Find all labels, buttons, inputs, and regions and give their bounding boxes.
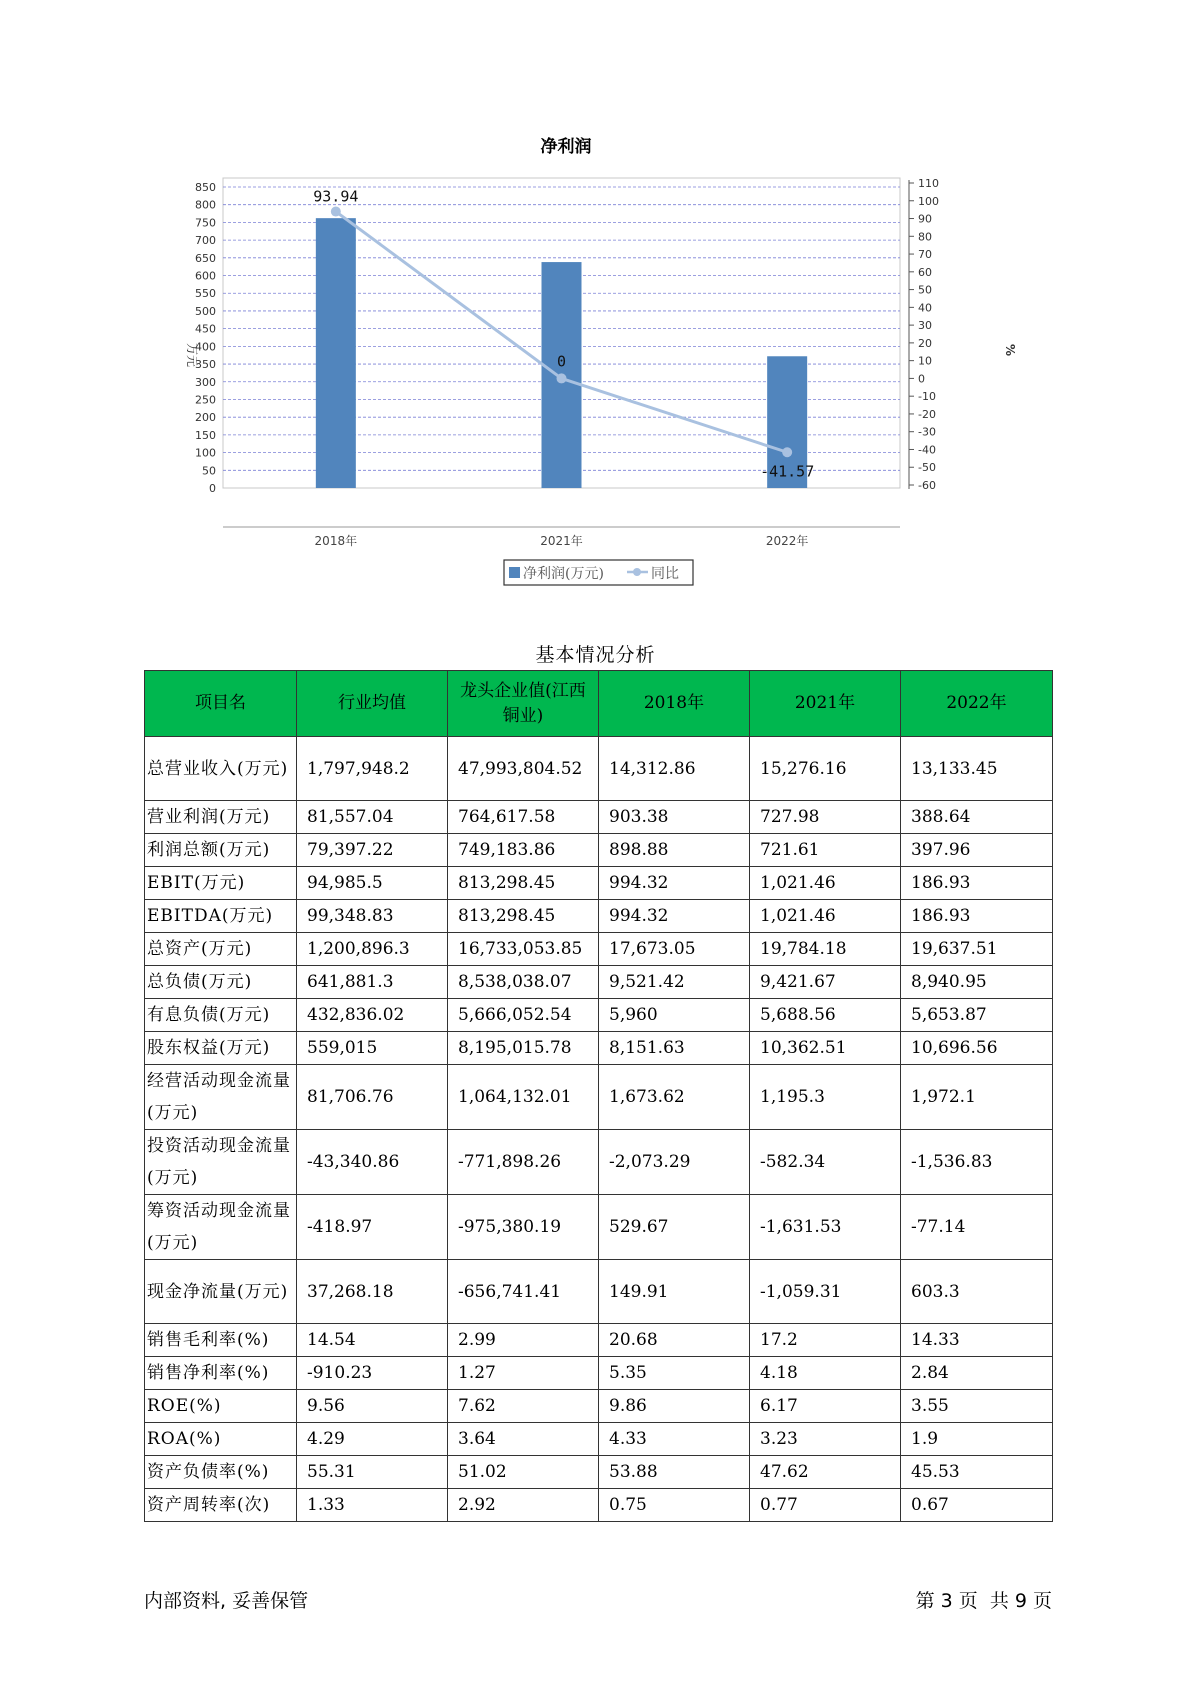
- table-cell: 529.67: [599, 1195, 750, 1260]
- table-cell: 1,021.46: [750, 867, 901, 900]
- table-row: [145, 1195, 1053, 1260]
- y-tick-label: 550: [195, 287, 216, 301]
- table-cell: 186.93: [901, 900, 1053, 933]
- table-cell: 749,183.86: [448, 834, 599, 867]
- table-cell: 5,653.87: [901, 999, 1053, 1032]
- table-row: [145, 966, 1053, 999]
- table-cell: 8,195,015.78: [448, 1032, 599, 1065]
- table-cell: -43,340.86: [297, 1130, 448, 1195]
- table-cell: 9,421.67: [750, 966, 901, 999]
- row-label: 资产周转率(次): [145, 1489, 297, 1522]
- table-cell: 6.17: [750, 1390, 901, 1423]
- row-label: 经营活动现金流量(万元): [145, 1065, 297, 1130]
- point-yoy: [782, 447, 792, 457]
- table-cell: 10,696.56: [901, 1032, 1053, 1065]
- table-cell: 397.96: [901, 834, 1053, 867]
- table-row: [145, 1390, 1053, 1423]
- table-cell: 9,521.42: [599, 966, 750, 999]
- table-cell: -77.14: [901, 1195, 1053, 1260]
- y-tick-label: 50: [202, 464, 216, 478]
- y2-tick-label: 100: [918, 194, 939, 208]
- x-tick-label: 2021年: [540, 534, 583, 548]
- table-cell: 0.75: [599, 1489, 750, 1522]
- y2-tick-label: 70: [918, 248, 932, 262]
- y-tick-label: 650: [195, 251, 216, 265]
- y2-tick-label: 40: [918, 301, 932, 315]
- table-cell: 94,985.5: [297, 867, 448, 900]
- table-cell: 721.61: [750, 834, 901, 867]
- table-cell: 1.9: [901, 1423, 1053, 1456]
- y2-tick-label: -60: [918, 479, 936, 492]
- y-tick-label: 100: [195, 446, 216, 460]
- table-cell: 641,881.3: [297, 966, 448, 999]
- table-cell: 81,706.76: [297, 1065, 448, 1130]
- table-cell: 14.33: [901, 1324, 1053, 1357]
- table-cell: 14.54: [297, 1324, 448, 1357]
- row-label: 总营业收入(万元): [145, 737, 297, 801]
- table-cell: 5,688.56: [750, 999, 901, 1032]
- table-cell: 1.33: [297, 1489, 448, 1522]
- table-cell: 99,348.83: [297, 900, 448, 933]
- table-cell: 603.3: [901, 1260, 1053, 1324]
- y2-tick-label: -50: [918, 461, 936, 475]
- table-cell: 8,151.63: [599, 1032, 750, 1065]
- header-item-name: 项目名: [145, 671, 297, 737]
- table-cell: 2.99: [448, 1324, 599, 1357]
- table-cell: 20.68: [599, 1324, 750, 1357]
- header-leading-company: 龙头企业值(江西铜业): [448, 671, 599, 737]
- table-cell: -771,898.26: [448, 1130, 599, 1195]
- basic-analysis-table: [144, 670, 1053, 1522]
- row-label: 投资活动现金流量(万元): [145, 1130, 297, 1195]
- table-row: [145, 1324, 1053, 1357]
- y-tick-label: 300: [195, 375, 216, 389]
- table-cell: 2.92: [448, 1489, 599, 1522]
- table-cell: -1,059.31: [750, 1260, 901, 1324]
- table-cell: 8,538,038.07: [448, 966, 599, 999]
- table-cell: 9.56: [297, 1390, 448, 1423]
- point-yoy: [557, 373, 567, 383]
- row-label: 利润总额(万元): [145, 834, 297, 867]
- confidential-note: 内部资料, 妥善保管: [144, 1590, 309, 1612]
- table-cell: 17.2: [750, 1324, 901, 1357]
- table-cell: 55.31: [297, 1456, 448, 1489]
- table-cell: 81,557.04: [297, 801, 448, 834]
- row-label: 股东权益(万元): [145, 1032, 297, 1065]
- bar-net-profit: [316, 218, 356, 488]
- table-cell: 9.86: [599, 1390, 750, 1423]
- table-row: [145, 801, 1053, 834]
- y2-tick-label: -30: [918, 425, 936, 439]
- y-tick-label: 850: [195, 181, 216, 194]
- table-cell: 994.32: [599, 867, 750, 900]
- table-header-row: [145, 671, 1053, 737]
- table-cell: 3.64: [448, 1423, 599, 1456]
- chart-title: 净利润: [540, 137, 592, 157]
- row-label: EBIT(万元): [145, 867, 297, 900]
- table-cell: 17,673.05: [599, 933, 750, 966]
- y-tick-label: 400: [195, 340, 216, 354]
- header-2018: 2018年: [599, 671, 750, 737]
- table-row: [145, 1489, 1053, 1522]
- table-cell: 764,617.58: [448, 801, 599, 834]
- table-cell: 2.84: [901, 1357, 1053, 1390]
- table-row: [145, 1423, 1053, 1456]
- table-cell: 0.67: [901, 1489, 1053, 1522]
- y-tick-label: 350: [195, 358, 216, 372]
- table-row: [145, 933, 1053, 966]
- row-label: 筹资活动现金流量(万元): [145, 1195, 297, 1260]
- table-cell: 4.18: [750, 1357, 901, 1390]
- y2-tick-label: 0: [918, 372, 925, 386]
- x-tick-label: 2018年: [314, 534, 358, 548]
- y2-tick-label: 30: [918, 319, 932, 333]
- row-label: 销售毛利率(%): [145, 1324, 297, 1357]
- table-cell: 432,836.02: [297, 999, 448, 1032]
- legend-label-yoy: 同比: [651, 566, 679, 582]
- table-row: [145, 834, 1053, 867]
- row-label: ROE(%): [145, 1390, 297, 1423]
- table-cell: 149.91: [599, 1260, 750, 1324]
- table-cell: 1,195.3: [750, 1065, 901, 1130]
- table-cell: 15,276.16: [750, 737, 901, 801]
- table-cell: 14,312.86: [599, 737, 750, 801]
- table-row: [145, 1260, 1053, 1324]
- y2-tick-label: -40: [918, 443, 936, 457]
- x-tick-label: 2022年: [765, 534, 809, 548]
- table-cell: -656,741.41: [448, 1260, 599, 1324]
- table-cell: 51.02: [448, 1456, 599, 1489]
- table-cell: 898.88: [599, 834, 750, 867]
- table-cell: 1.27: [448, 1357, 599, 1390]
- table-cell: 0.77: [750, 1489, 901, 1522]
- data-label-yoy: -41.57: [760, 462, 815, 481]
- table-cell: 813,298.45: [448, 900, 599, 933]
- table-cell: -582.34: [750, 1130, 901, 1195]
- table-cell: 79,397.22: [297, 834, 448, 867]
- y-tick-label: 600: [195, 269, 216, 283]
- page-number: 第 3 页 共 9 页: [915, 1590, 1052, 1612]
- table-row: [145, 1065, 1053, 1130]
- table-cell: 903.38: [599, 801, 750, 834]
- y-tick-label: 500: [195, 304, 216, 318]
- table-cell: 1,064,132.01: [448, 1065, 599, 1130]
- table-cell: 559,015: [297, 1032, 448, 1065]
- table-row: [145, 737, 1053, 801]
- y2-tick-label: 90: [918, 212, 932, 226]
- table-cell: 388.64: [901, 801, 1053, 834]
- y2-tick-label: 60: [918, 265, 932, 279]
- table-row: [145, 1130, 1053, 1195]
- y-tick-label: 450: [195, 322, 216, 336]
- table-cell: 727.98: [750, 801, 901, 834]
- table-row: [145, 1456, 1053, 1489]
- table-title: 基本情况分析: [535, 644, 656, 666]
- y2-tick-label: 80: [918, 230, 932, 244]
- net-profit-chart: [0, 0, 1191, 600]
- table-row: [145, 867, 1053, 900]
- table-cell: 3.23: [750, 1423, 901, 1456]
- table-cell: 4.29: [297, 1423, 448, 1456]
- y-tick-label: 700: [195, 234, 216, 248]
- y-tick-label: 800: [195, 198, 216, 212]
- y2-tick-label: 20: [918, 336, 932, 350]
- table-cell: 5,960: [599, 999, 750, 1032]
- table-cell: 1,200,896.3: [297, 933, 448, 966]
- table-cell: 1,673.62: [599, 1065, 750, 1130]
- table-cell: 994.32: [599, 900, 750, 933]
- table-cell: 4.33: [599, 1423, 750, 1456]
- table-cell: 53.88: [599, 1456, 750, 1489]
- row-label: ROA(%): [145, 1423, 297, 1456]
- header-2021: 2021年: [750, 671, 901, 737]
- y2-tick-label: -10: [918, 390, 936, 404]
- row-label: 营业利润(万元): [145, 801, 297, 834]
- y-axis-label: 万元: [185, 342, 199, 368]
- row-label: 销售净利率(%): [145, 1357, 297, 1390]
- table-cell: -1,631.53: [750, 1195, 901, 1260]
- row-label: EBITDA(万元): [145, 900, 297, 933]
- y2-tick-label: 50: [918, 283, 932, 297]
- y-tick-label: 200: [195, 411, 216, 425]
- table-cell: 16,733,053.85: [448, 933, 599, 966]
- table-cell: 37,268.18: [297, 1260, 448, 1324]
- header-2022: 2022年: [901, 671, 1053, 737]
- table-cell: 45.53: [901, 1456, 1053, 1489]
- table-cell: 5.35: [599, 1357, 750, 1390]
- table-cell: 13,133.45: [901, 737, 1053, 801]
- header-industry-average: 行业均值: [297, 671, 448, 737]
- table-cell: 19,784.18: [750, 933, 901, 966]
- table-cell: 813,298.45: [448, 867, 599, 900]
- table-cell: 186.93: [901, 867, 1053, 900]
- table-row: [145, 900, 1053, 933]
- table-cell: 3.55: [901, 1390, 1053, 1423]
- data-label-yoy: 93.94: [313, 187, 359, 206]
- y2-tick-label: 110: [918, 177, 939, 190]
- table-row: [145, 1032, 1053, 1065]
- row-label: 现金净流量(万元): [145, 1260, 297, 1324]
- table-cell: -975,380.19: [448, 1195, 599, 1260]
- y2-axis-label: %: [1003, 343, 1017, 357]
- table-cell: 1,972.1: [901, 1065, 1053, 1130]
- y-tick-label: 150: [195, 428, 216, 442]
- legend-swatch-marker: [633, 568, 641, 576]
- table-cell: 47,993,804.52: [448, 737, 599, 801]
- table-cell: -910.23: [297, 1357, 448, 1390]
- table-cell: 7.62: [448, 1390, 599, 1423]
- legend-swatch-bar: [509, 567, 520, 578]
- table-cell: 1,021.46: [750, 900, 901, 933]
- point-yoy: [331, 207, 341, 217]
- table-cell: 47.62: [750, 1456, 901, 1489]
- row-label: 总资产(万元): [145, 933, 297, 966]
- row-label: 有息负债(万元): [145, 999, 297, 1032]
- table-cell: -1,536.83: [901, 1130, 1053, 1195]
- y2-tick-label: -20: [918, 407, 936, 421]
- table-body: [145, 737, 1053, 1522]
- table-row: [145, 1357, 1053, 1390]
- table-cell: -418.97: [297, 1195, 448, 1260]
- table-cell: 19,637.51: [901, 933, 1053, 966]
- y-tick-label: 250: [195, 393, 216, 407]
- y-tick-label: 0: [209, 482, 216, 495]
- y-tick-label: 750: [195, 216, 216, 230]
- table-cell: 10,362.51: [750, 1032, 901, 1065]
- row-label: 资产负债率(%): [145, 1456, 297, 1489]
- data-label-yoy: 0: [556, 352, 567, 371]
- legend-label-net-profit: 净利润(万元): [523, 566, 604, 582]
- table-row: [145, 999, 1053, 1032]
- row-label: 总负债(万元): [145, 966, 297, 999]
- table-cell: -2,073.29: [599, 1130, 750, 1195]
- y2-tick-label: 10: [918, 354, 932, 368]
- table-cell: 1,797,948.2: [297, 737, 448, 801]
- table-cell: 5,666,052.54: [448, 999, 599, 1032]
- table-cell: 8,940.95: [901, 966, 1053, 999]
